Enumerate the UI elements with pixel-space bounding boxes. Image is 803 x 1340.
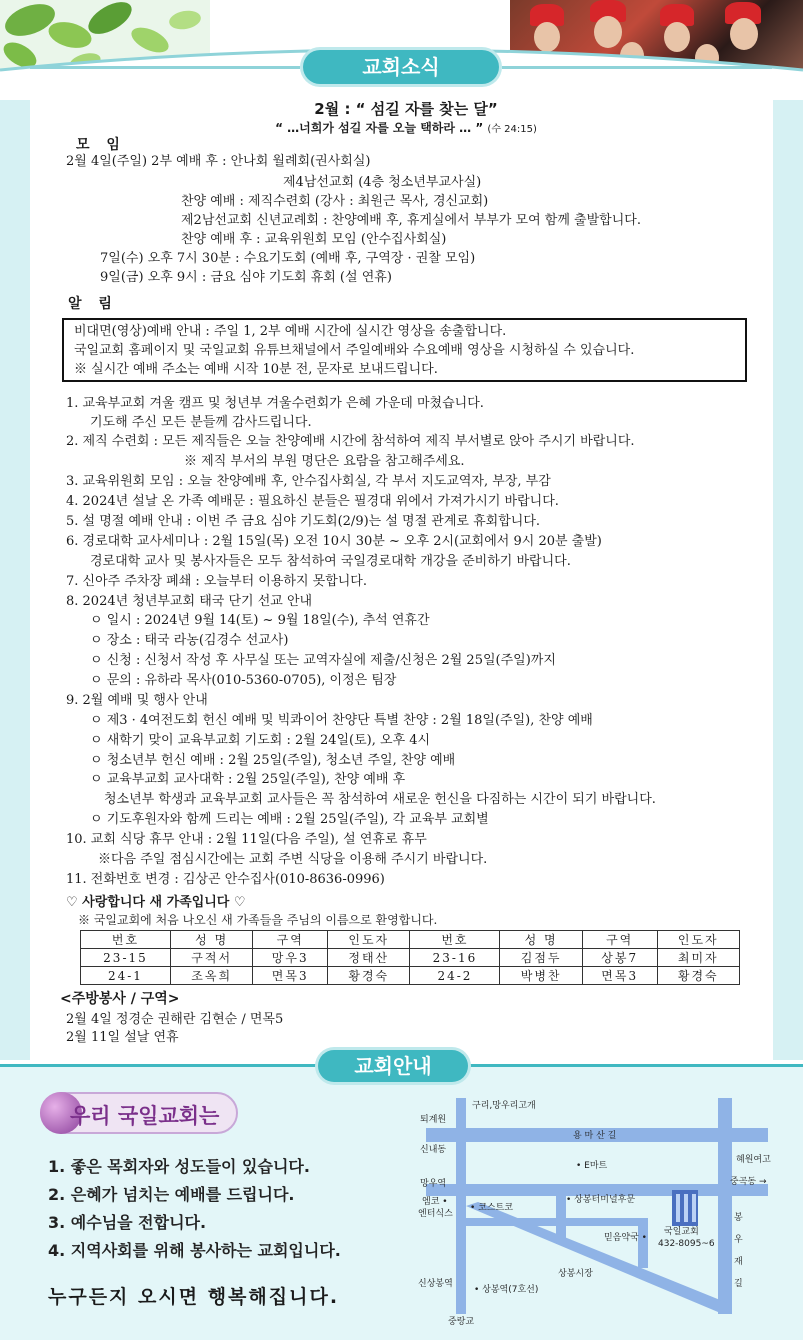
map-label-sangbong-station: • 상봉역(7호선) xyxy=(474,1285,539,1295)
notice-line: ㅇ 문의 : 유하라 목사(010-5360-0705), 이정은 팀장 xyxy=(90,673,397,688)
notice-line: 9. 2월 예배 및 행사 안내 xyxy=(66,693,208,708)
notice-line: 6. 경로대학 교사세미나 : 2월 15일(목) 오전 10시 30분 ~ 오후 2시(교회에서 9시 20분 출발) xyxy=(66,534,602,549)
newcomers-intro: ※ 국일교회에 처음 나오신 새 가족들을 주님의 이름으로 환영합니다. xyxy=(78,913,438,927)
notice-line: 3. 교육위원회 모임 : 오늘 찬양예배 후, 안수집사회실, 각 부서 지도교역자, 부장, 부감 xyxy=(66,474,551,489)
map-label-bongu: 우 xyxy=(734,1235,743,1245)
map-label-guri: 구리,망우리고개 xyxy=(472,1101,536,1111)
kitchen-heading: <주방봉사 / 구역> xyxy=(60,991,180,1007)
notice-line: 청소년부 학생과 교육부교회 교사들은 꼭 참석하여 새로운 헌신을 다짐하는 시간이 되기 바랍니다. xyxy=(104,792,656,807)
meeting-line: 7일(수) 오후 7시 30분 : 수요기도회 (예배 후, 구역장 · 권찰 모임) xyxy=(100,251,476,266)
guide-slogan: 누구든지 오시면 행복해집니다. xyxy=(48,1286,340,1308)
table-cell: 면목3 xyxy=(253,967,328,985)
meeting-line: 제4남선교회 (4층 청소년부교사실) xyxy=(283,175,482,190)
notice-line: 10. 교회 식당 휴무 안내 : 2월 11일(다음 주일), 설 연휴로 휴무 xyxy=(66,832,427,847)
table-header: 성 명 xyxy=(500,931,582,949)
church-title-badge xyxy=(40,1092,238,1134)
left-border-strip xyxy=(0,70,30,1060)
table-cell: 황경숙 xyxy=(328,967,410,985)
map-label-costco: • 코스트코 xyxy=(470,1203,513,1213)
newcomers-table xyxy=(80,930,740,985)
table-cell: 상봉7 xyxy=(582,949,657,967)
notice-box-line: ※ 실시간 예배 주소는 예배 시작 10분 전, 문자로 보내드립니다. xyxy=(74,362,438,377)
table-cell: 최미자 xyxy=(657,949,740,967)
church-building-icon xyxy=(672,1190,698,1226)
news-section-title: 교회소식 xyxy=(303,50,499,84)
map-label-emart: • E마트 xyxy=(576,1161,608,1171)
table-cell: 24-1 xyxy=(81,967,171,985)
table-row xyxy=(81,949,740,967)
map-label-church: 국일교회 xyxy=(664,1227,699,1237)
meeting-line: 2월 4일(주일) 2부 예배 후 : 안나회 월례회(권사회실) xyxy=(66,154,371,169)
table-cell: 23-15 xyxy=(81,949,171,967)
notice-line: ㅇ 장소 : 태국 라농(김경수 선교사) xyxy=(90,633,289,648)
notice-line: ㅇ 기도후원자와 함께 드리는 예배 : 2월 25일(주일), 각 교육부 교회별 xyxy=(90,812,489,827)
table-cell: 망우3 xyxy=(253,949,328,967)
table-cell: 박병찬 xyxy=(500,967,582,985)
church-location-map xyxy=(418,1090,778,1330)
guide-item: 3. 예수님을 전합니다. xyxy=(48,1213,207,1232)
map-label-mangu-station: 망우역 xyxy=(420,1179,447,1189)
notice-line: ㅇ 신청 : 신청서 작성 후 사무실 또는 교역자실에 제출/신청은 2월 25일(주일)까지 xyxy=(90,653,556,668)
table-cell: 구적서 xyxy=(170,949,252,967)
notice-line: ㅇ 새학기 맞이 교육부교회 기도회 : 2월 24일(토), 오후 4시 xyxy=(90,733,431,748)
map-label-sinsangbong: 신상봉역 xyxy=(418,1279,453,1289)
notice-line: 4. 2024년 설날 온 가족 예배문 : 필요하신 분들은 필경대 위에서 가져가시기 바랍니다. xyxy=(66,494,559,509)
notice-line: 2. 제직 수련회 : 모든 제직들은 오늘 찬양예배 시간에 참석하여 제직 부서별로 앉아 주시기 바랍니다. xyxy=(66,434,635,449)
notice-box-line: 비대면(영상)예배 안내 : 주일 1, 2부 예배 시간에 실시간 영상을 송출합니다. xyxy=(74,324,507,339)
meeting-line: 9일(금) 오후 9시 : 금요 심야 기도회 휴회 (설 연휴) xyxy=(100,270,392,285)
notice-line: ㅇ 제3 · 4여전도회 헌신 예배 및 빅콰이어 찬양단 특별 찬양 : 2월 18일(주일), 찬양 예배 xyxy=(90,713,593,728)
map-label-bongu: 길 xyxy=(734,1279,743,1289)
notice-line: 기도해 주신 모든 분들께 감사드립니다. xyxy=(90,415,312,430)
table-header: 번호 xyxy=(410,931,500,949)
map-label-entesix: 엔터식스 xyxy=(418,1209,453,1219)
notice-box-line: 국일교회 홈페이지 및 국일교회 유튜브채널에서 주일예배와 수요예배 영상을 시청하실 수 있습니다. xyxy=(74,343,635,358)
map-road xyxy=(456,1098,466,1314)
table-cell: 조옥희 xyxy=(170,967,252,985)
table-header-row xyxy=(81,931,740,949)
table-cell: 24-2 xyxy=(410,967,500,985)
meeting-line: 제2남선교회 신년교례회 : 찬양예배 후, 휴게실에서 부부가 모여 함께 출발합니다. xyxy=(181,213,641,228)
right-border-strip xyxy=(773,70,803,1060)
theme-verse: “ …너희가 섬길 자를 오늘 택하라 … ” xyxy=(275,121,484,135)
table-cell: 23-16 xyxy=(410,949,500,967)
guide-section-title: 교회안내 xyxy=(318,1050,468,1082)
church-title: 우리 국일교회는 xyxy=(70,1104,220,1128)
map-label-bongu: 봉 xyxy=(734,1213,743,1223)
news-header-line-right xyxy=(502,66,772,69)
table-cell: 김점두 xyxy=(500,949,582,967)
news-header-line-left xyxy=(30,66,300,69)
notice-line: ※ 제직 부서의 부원 명단은 요람을 참고해주세요. xyxy=(184,454,465,469)
map-road xyxy=(466,1218,646,1226)
map-label-yongmasan: 용 마 산 길 xyxy=(573,1131,617,1141)
table-header: 구역 xyxy=(582,931,657,949)
notice-line: 7. 신아주 주차장 폐쇄 : 오늘부터 이용하지 못합니다. xyxy=(66,574,368,589)
meetings-heading: 모 임 xyxy=(76,137,126,153)
table-header: 구역 xyxy=(253,931,328,949)
map-label-mideum: 믿음약국 • xyxy=(604,1233,647,1243)
notice-line: 5. 설 명절 예배 안내 : 이번 주 금요 심야 기도회(2/9)는 설 명절 관계로 휴회합니다. xyxy=(66,514,541,529)
map-road xyxy=(638,1218,648,1268)
kitchen-line: 2월 11일 설날 연휴 xyxy=(66,1030,179,1045)
month-theme-subtitle xyxy=(56,119,756,136)
guide-item: 1. 좋은 목회자와 성도들이 있습니다. xyxy=(48,1157,310,1176)
online-worship-notice-box xyxy=(62,318,747,382)
table-header: 인도자 xyxy=(328,931,410,949)
table-row xyxy=(81,967,740,985)
map-label-sinnae: 신내동 xyxy=(420,1145,447,1155)
table-header: 번호 xyxy=(81,931,171,949)
notice-line: ㅇ 교육부교회 교사대학 : 2월 25일(주일), 찬양 예배 후 xyxy=(90,772,406,787)
guide-item: 2. 은혜가 넘치는 예배를 드립니다. xyxy=(48,1185,295,1204)
table-header: 인도자 xyxy=(657,931,740,949)
notice-line: 8. 2024년 청년부교회 태국 단기 선교 안내 xyxy=(66,594,313,609)
map-label-toegyewon: 퇴계원 xyxy=(420,1115,447,1125)
meeting-line: 찬양 예배 후 : 교육위원회 모임 (안수집사회실) xyxy=(181,232,447,247)
map-label-emko: 엠코 • xyxy=(422,1197,448,1207)
map-label-church-phone: 432-8095~6 xyxy=(658,1239,715,1249)
theme-verse-reference: (수 24:15) xyxy=(487,124,537,135)
map-label-sangbong-market: 상봉시장 xyxy=(558,1269,593,1279)
table-cell: 황경숙 xyxy=(657,967,740,985)
notice-line: ※다음 주일 점심시간에는 교회 주변 식당을 이용해 주시기 바랍니다. xyxy=(98,852,488,867)
month-theme-title: 2월 : “ 섬길 자를 찾는 달” xyxy=(314,100,498,118)
guide-item: 4. 지역사회를 위해 봉사하는 교회입니다. xyxy=(48,1241,341,1260)
table-cell: 정태산 xyxy=(328,949,410,967)
map-road xyxy=(556,1184,566,1244)
newcomers-heading: ♡ 사랑합니다 새 가족입니다 ♡ xyxy=(66,895,246,910)
map-label-bongu: 재 xyxy=(734,1257,743,1267)
map-label-terminal: • 상봉터미널후문 xyxy=(566,1195,636,1205)
notice-line: ㅇ 청소년부 헌신 예배 : 2월 25일(주일), 청소년 주일, 찬양 예배 xyxy=(90,753,456,768)
notice-line: 경로대학 교사 및 봉사자들은 모두 참석하여 국일경로대학 개강을 준비하기 바랍니다. xyxy=(90,554,571,569)
table-header: 성 명 xyxy=(170,931,252,949)
meeting-line: 찬양 예배 : 제직수련회 (강사 : 최원근 목사, 경신교회) xyxy=(181,194,489,209)
map-label-junggok: 중곡동 → xyxy=(730,1177,767,1187)
kitchen-line: 2월 4일 정경순 권해란 김현순 / 면목5 xyxy=(66,1012,284,1027)
map-label-junglang: 중랑교 xyxy=(448,1317,475,1327)
map-label-hyewon: 혜원여고 xyxy=(736,1155,771,1165)
notice-line: ㅇ 일시 : 2024년 9월 14(토) ~ 9월 18일(수), 추석 연휴간 xyxy=(90,613,430,628)
map-road xyxy=(718,1098,732,1314)
table-cell: 면목3 xyxy=(582,967,657,985)
notice-line: 11. 전화번호 변경 : 김상곤 안수집사(010-8636-0996) xyxy=(66,872,385,887)
notice-line: 1. 교육부교회 겨울 캠프 및 청년부 겨울수련회가 은혜 가운데 마쳤습니다. xyxy=(66,396,484,411)
notices-heading: 알 림 xyxy=(68,296,118,312)
